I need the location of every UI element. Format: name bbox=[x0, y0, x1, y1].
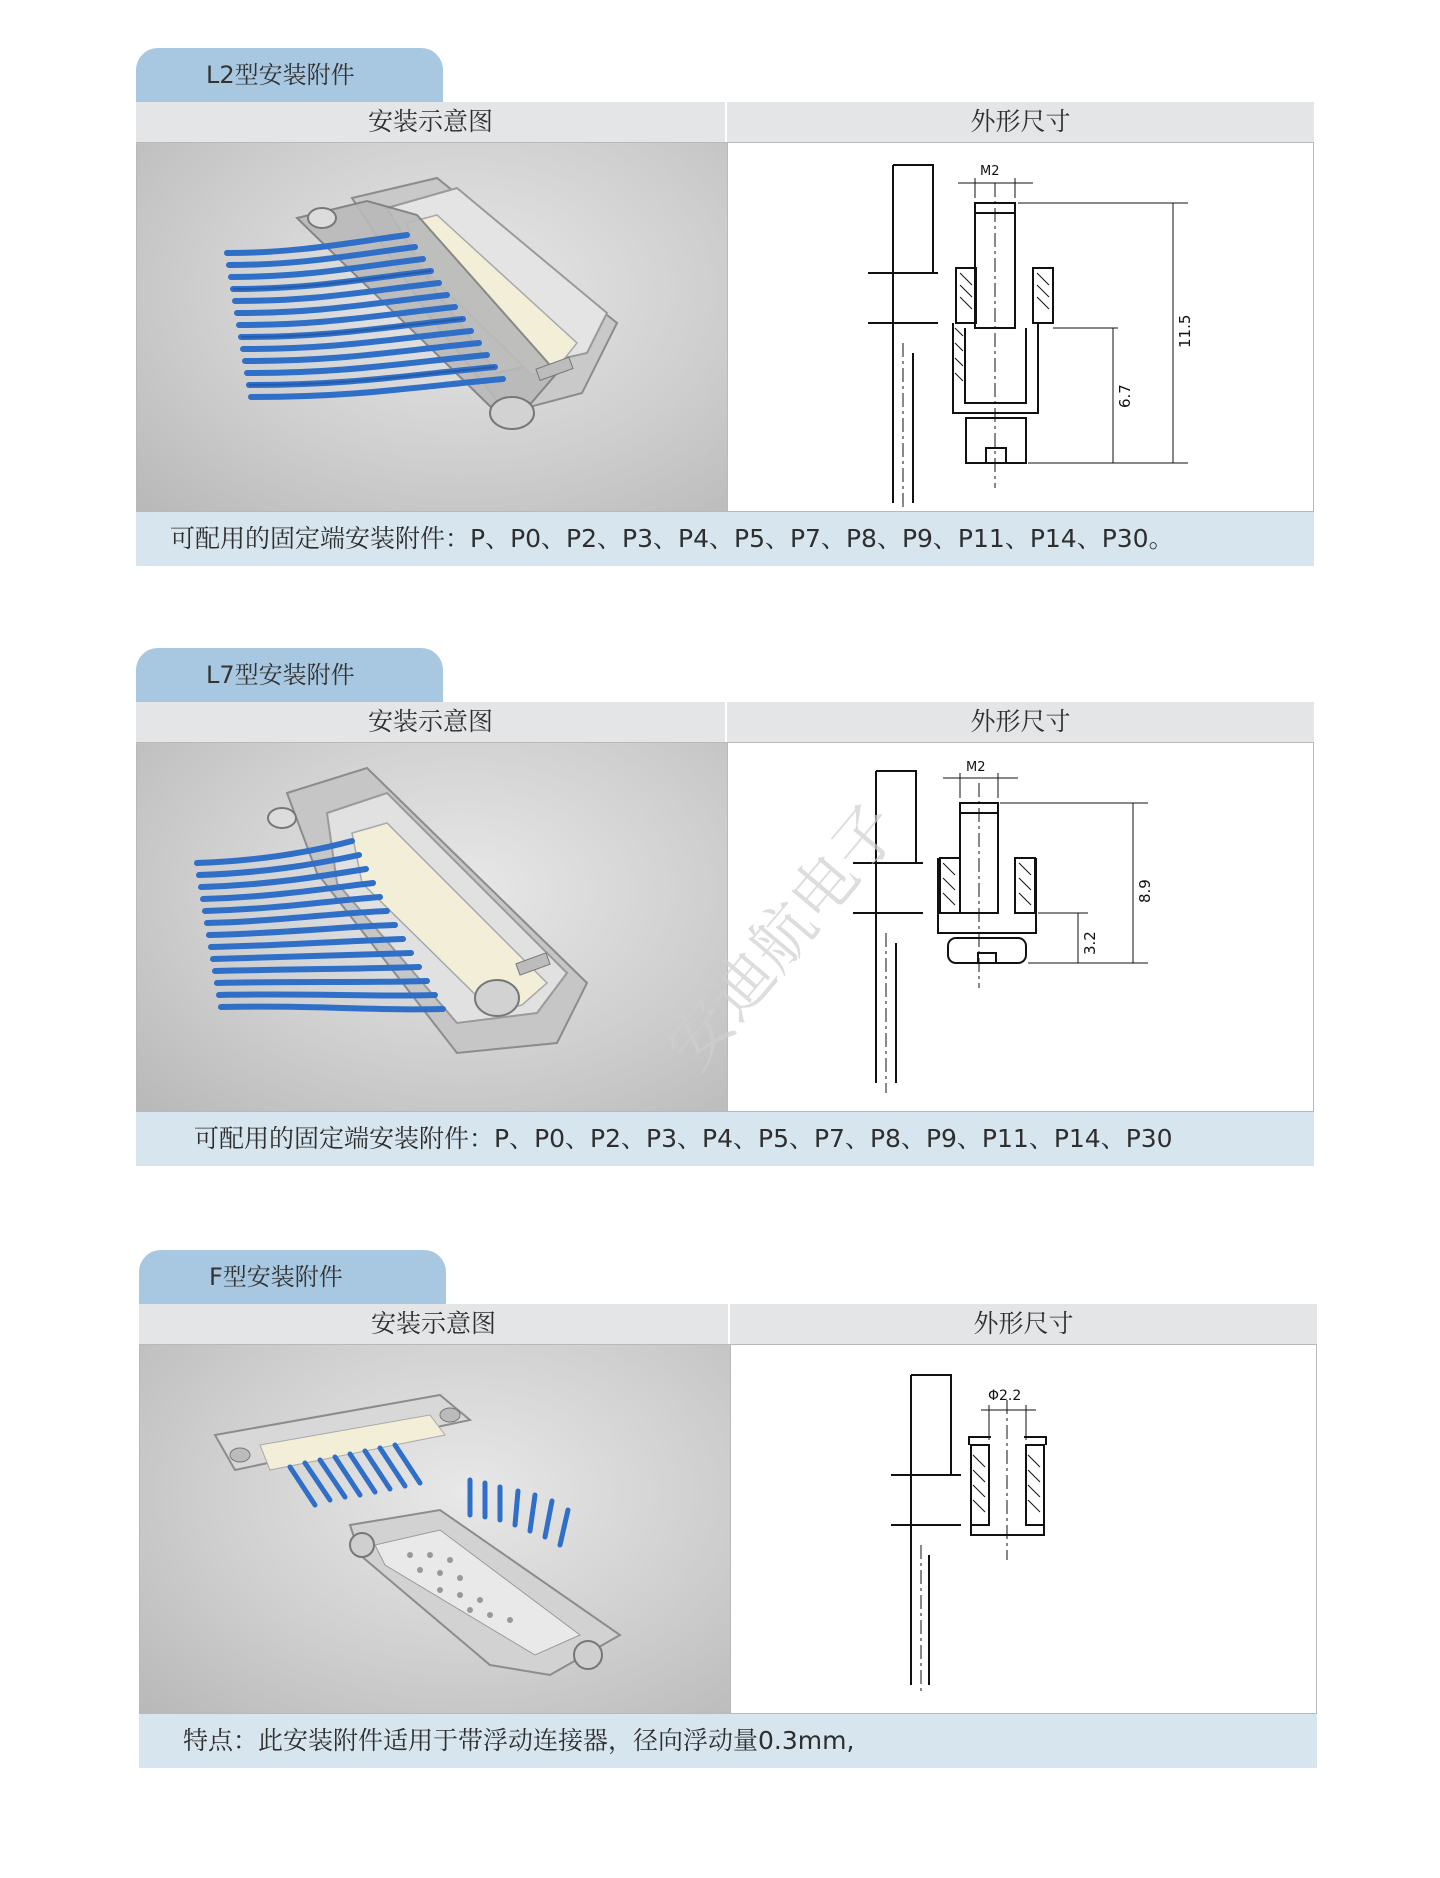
table-header bbox=[139, 1304, 1317, 1344]
feature-note: 特点：此安装附件适用于带浮动连接器，径向浮动量0.3mm, bbox=[139, 1714, 1317, 1768]
dim-bore: Φ2.2 bbox=[988, 1388, 1022, 1404]
section-tab: L2型安装附件 bbox=[136, 48, 443, 102]
section-tab: F型安装附件 bbox=[139, 1250, 446, 1304]
table-body bbox=[136, 742, 1314, 1112]
compatible-parts-note: 可配用的固定端安装附件：P、P0、P2、P3、P4、P5、P7、P8、P9、P11、P14、P30。 bbox=[136, 512, 1314, 566]
section-f bbox=[139, 1250, 1317, 1770]
section-l7 bbox=[136, 648, 1314, 1168]
dim-total: 11.5 bbox=[1176, 314, 1194, 348]
dimension-drawing bbox=[731, 1345, 1316, 1713]
column-header-dimensions: 外形尺寸 bbox=[727, 102, 1314, 142]
dim-inner: 3.2 bbox=[1081, 931, 1099, 955]
table-header bbox=[136, 102, 1314, 142]
svg-text:安迪航电子: 安迪航电子 bbox=[652, 790, 915, 1084]
compatible-parts-note: 可配用的固定端安装附件：P、P0、P2、P3、P4、P5、P7、P8、P9、P11、P14、P30 bbox=[136, 1112, 1314, 1166]
table-body bbox=[139, 1344, 1317, 1714]
column-header-diagram: 安装示意图 bbox=[139, 1304, 728, 1344]
dimension-drawing bbox=[728, 143, 1313, 511]
column-header-diagram: 安装示意图 bbox=[136, 102, 725, 142]
section-l2 bbox=[136, 48, 1314, 568]
dim-thread: M2 bbox=[966, 760, 986, 775]
dim-total: 8.9 bbox=[1136, 879, 1154, 903]
dim-inner: 6.7 bbox=[1116, 384, 1134, 408]
connector-photo bbox=[137, 143, 728, 511]
table-header bbox=[136, 702, 1314, 742]
dim-thread: M2 bbox=[980, 164, 1000, 179]
column-header-diagram: 安装示意图 bbox=[136, 702, 725, 742]
connector-photo bbox=[140, 1345, 731, 1713]
watermark bbox=[137, 743, 1315, 1111]
column-header-dimensions: 外形尺寸 bbox=[727, 702, 1314, 742]
column-header-dimensions: 外形尺寸 bbox=[730, 1304, 1317, 1344]
section-tab: L7型安装附件 bbox=[136, 648, 443, 702]
table-body bbox=[136, 142, 1314, 512]
